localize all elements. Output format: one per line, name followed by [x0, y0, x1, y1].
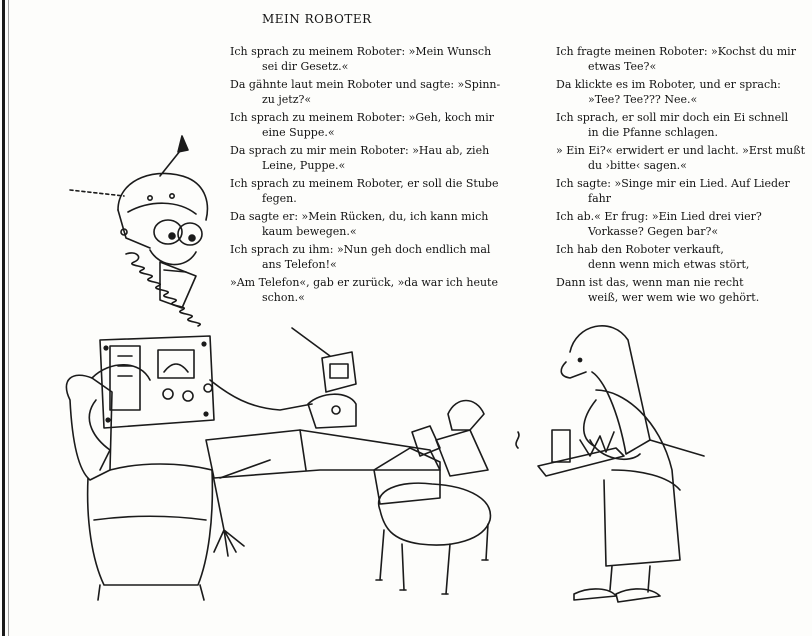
girl-drawing: [516, 326, 704, 602]
poem-line-indented: kaum bewegen.«: [262, 225, 357, 238]
poem-line: Ich hab den Roboter verkauft,: [556, 243, 724, 256]
poem-line-indented: denn wenn mich etwas stört,: [588, 258, 750, 271]
poem-line: Da klickte es im Roboter, und er sprach:: [556, 78, 781, 91]
poem-line: Da sprach zu mir mein Roboter: »Hau ab, zieh: [230, 144, 490, 157]
poem-line: Ich sprach zu meinem Roboter, er soll die Stube: [230, 177, 499, 190]
poem-line-indented: »Tee? Tee??? Nee.«: [588, 93, 698, 106]
poem-line: Da sagte er: »Mein Rücken, du, ich kann mich: [230, 210, 489, 223]
poem-title: MEIN ROBOTER: [262, 12, 372, 26]
poem-line: Ich sprach zu meinem Roboter: »Mein Wunsch: [230, 45, 492, 58]
poem-line: Da gähnte laut mein Roboter und sagte: »Spinn-: [230, 78, 501, 91]
poem-line: Ich sprach zu ihm: »Nun geh doch endlich mal: [230, 243, 491, 256]
poem-line-indented: Vorkasse? Gegen bar?«: [588, 225, 719, 238]
poem-line-indented: Leine, Puppe.«: [262, 159, 346, 172]
poem-line-indented: etwas Tee?«: [588, 60, 657, 73]
poem-line-indented: fahr: [588, 192, 611, 205]
poem-line: » Ein Ei?« erwidert er und lacht. »Erst mußt: [556, 144, 806, 157]
poem-line: Ich sagte: »Singe mir ein Lied. Auf Lieder: [556, 177, 790, 190]
poem-line-indented: sei dir Gesetz.«: [262, 60, 349, 73]
poem-line: Ich fragte meinen Roboter: »Kochst du mir: [556, 45, 796, 58]
telephone-drawing: [292, 328, 356, 428]
poem-line-indented: eine Suppe.«: [262, 126, 335, 139]
poem-line-indented: in die Pfanne schlagen.: [588, 126, 718, 139]
poem-line: Ich ab.« Er frug: »Ein Lied drei vier?: [556, 210, 762, 223]
poem-line-indented: du ›bitte‹ sagen.«: [588, 159, 687, 172]
poem-line: Dann ist das, wenn man nie recht: [556, 276, 744, 289]
poem-line-indented: weiß, wer wem wie wo gehört.: [588, 291, 760, 304]
poem-line-indented: zu jetz?«: [262, 93, 312, 106]
poem-line-indented: fegen.: [262, 192, 297, 205]
robot-drawing: [70, 136, 488, 556]
poem-line-indented: ans Telefon!«: [262, 258, 337, 271]
poem-line: Ich sprach, er soll mir doch ein Ei schnell: [556, 111, 789, 124]
poem-line-indented: schon.«: [262, 291, 305, 304]
poem-line: »Am Telefon«, gab er zurück, »da war ich heute: [230, 276, 498, 289]
poem-line: Ich sprach zu meinem Roboter: »Geh, koch mir: [230, 111, 494, 124]
